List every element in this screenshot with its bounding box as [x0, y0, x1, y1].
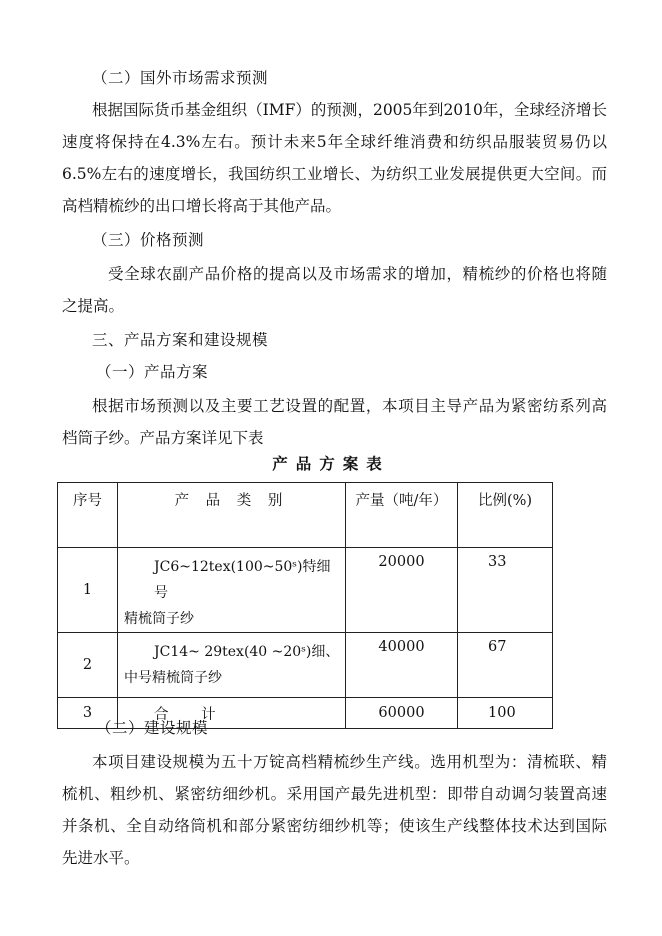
header-no: 序号 [58, 483, 118, 548]
paragraph-line: 梳机、粗纱机、紧密纺细纱机。采用国产最先进机型：即带自动调匀装置高速 [62, 785, 607, 803]
sub-1-heading: （一）产品方案 [96, 363, 209, 381]
row-product [118, 548, 346, 633]
sub-2-heading: （二）建设规模 [96, 719, 209, 737]
product-plan-table [57, 482, 553, 729]
row-product [118, 633, 346, 698]
row-total-label: 合 计 [118, 698, 346, 729]
table-row [58, 633, 553, 698]
paragraph-line: 根据市场预测以及主要工艺设置的配置，本项目主导产品为紧密纺系列高 [92, 397, 607, 415]
row-product-line2: 精梳筒子纱 [124, 611, 194, 627]
paragraph-line: 速度将保持在4.3%左右。预计未来5年全球纤维消费和纺织品服装贸易仍以 [62, 133, 607, 151]
paragraph-line: 并条机、全自动络筒机和部分紧密纺细纱机等；使该生产线整体技术达到国际 [62, 817, 607, 835]
paragraph-line: 高档精梳纱的出口增长将高于其他产品。 [62, 197, 342, 215]
row-ratio: 100 [458, 698, 553, 729]
row-output: 40000 [346, 633, 458, 698]
part-3-heading: 三、产品方案和建设规模 [92, 331, 269, 349]
row-product-line1: JC6~12tex(100~50ˢ)特细号 [154, 559, 331, 601]
row-output: 20000 [346, 548, 458, 633]
row-output: 60000 [346, 698, 458, 729]
paragraph-line: 根据国际货币基金组织（IMF）的预测，2005年到2010年，全球经济增长 [92, 101, 607, 119]
paragraph-line: 6.5%左右的速度增长，我国纺织工业增长、为纺织工业发展提供更大空间。而 [62, 165, 607, 183]
table-title: 产品方案表 [272, 454, 390, 473]
header-output: 产量（吨/年） [346, 483, 458, 548]
header-ratio: 比例(%) [458, 483, 553, 548]
row-ratio: 33 [458, 548, 553, 633]
paragraph-line: 先进水平。 [62, 849, 140, 867]
row-product-line2: 中号精梳筒子纱 [124, 670, 222, 686]
row-product-line1: JC14~ 29tex(40 ~20ˢ)细、 [154, 644, 340, 660]
paragraph-line: 之提高。 [62, 297, 125, 315]
paragraph-line: 档筒子纱。产品方案详见下表 [62, 429, 264, 447]
section-3-heading: （三）价格预测 [92, 231, 205, 249]
table-header-row [58, 483, 553, 548]
row-no: 2 [58, 633, 118, 698]
row-no: 3 [58, 698, 118, 729]
table-row [58, 548, 553, 633]
row-ratio: 67 [458, 633, 553, 698]
row-no: 1 [58, 548, 118, 633]
header-product: 产 品 类 别 [118, 483, 346, 548]
paragraph-line: 受全球农副产品价格的提高以及市场需求的增加，精梳纱的价格也将随 [108, 265, 607, 283]
paragraph-line: 本项目建设规模为五十万锭高档精梳纱生产线。选用机型为：清梳联、精 [92, 753, 607, 771]
section-2-heading: （二）国外市场需求预测 [92, 69, 269, 87]
